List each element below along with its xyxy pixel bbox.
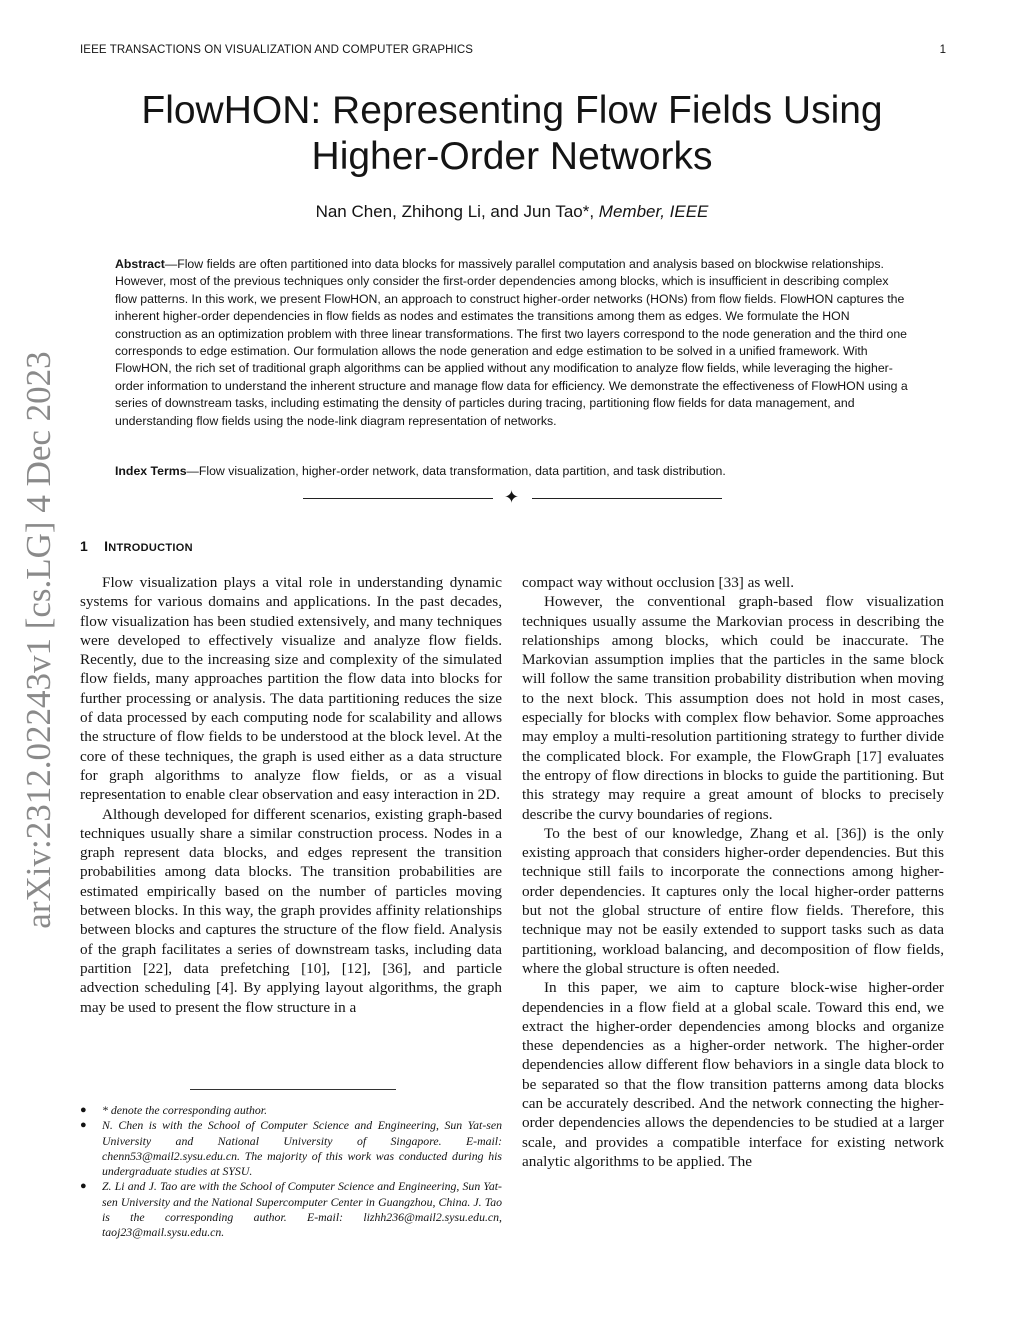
separator-star-icon: ✦	[504, 487, 520, 507]
footnote-text: N. Chen is with the School of Computer Science and Engineering, Sun Yat-sen University and National University of Singapore. E-mail: chenn53@mail2.sysu.edu.cn. The majority of this work was conducted during his undergraduate studies at SYSU.	[102, 1118, 502, 1179]
page-number: 1	[939, 44, 946, 56]
running-head: IEEE TRANSACTIONS ON VISUALIZATION AND COMPUTER GRAPHICS	[80, 44, 474, 56]
abstract-label: Abstract	[115, 257, 165, 271]
body-paragraph: Flow visualization plays a vital role in understanding dynamic systems for various domains and applications. In the past decades, flow visualization has been studied extensively, and many techniques were developed to effectively visualize and analyze flow fields. Recently, due to the increasing size and complexity of the simulated flow fields, many approaches partition the flow data into blocks for further processing or analysis. The data partitioning reduces the size of data processed by each computing node for scalability and allows the structure of flow fields to be understood at the block level. At the core of these techniques, the graph is used either as a data structure for graph algorithms to analyze flow fields, or as a visual representation to enable clear observation and easy interaction in 2D.	[80, 574, 502, 804]
index-terms-label: Index Terms	[115, 464, 187, 478]
author-list	[80, 202, 944, 222]
separator-rule-right	[532, 498, 722, 499]
index-terms	[115, 463, 910, 480]
left-column	[80, 573, 502, 1017]
section-number: 1	[80, 538, 89, 554]
footnote-text: * denote the corresponding author.	[102, 1103, 268, 1117]
author-names: Nan Chen, Zhihong Li, and Jun Tao*,	[315, 202, 599, 221]
bullet-icon: ●	[80, 1180, 87, 1193]
author-membership: Member, IEEE	[598, 202, 709, 221]
body-paragraph: In this paper, we aim to capture block-wise higher-order dependencies in a flow field at a global scale. Toward this end, we extract the higher-order dependencies among blocks and organize these dependencies as a higher-order network. The higher-order dependencies allow different flow behaviors in a single data block to be separated so that the flow transition patterns among data blocks can be accurately described. And the network connecting the higher-order dependencies allows the dependencies to be studied at a larger scale, and provides a compatible interface for existing network analytic algorithms to be applied. The	[522, 979, 944, 1170]
footnote-item	[80, 1179, 502, 1240]
index-terms-text: —Flow visualization, higher-order network, data transformation, data partition, and task distribution.	[186, 464, 726, 478]
body-paragraph: However, the conventional graph-based flow visualization techniques usually assume the Markovian process in describing the relationships among blocks, which could be inaccurate. The Markovian assumption implies that the particles in the same block will follow the same transition probability distribution when moving to the next block. This assumption does not hold in most cases, especially for blocks with complex flow behavior. Some approaches may employ a multi-resolution partitioning strategy to further divide the complicated block. For example, the FlowGraph [17] evaluates the entropy of flow directions in blocks to guide the partitioning. But this strategy may require a great amount of blocks to precisely describe the curvy boundaries of regions.	[522, 593, 944, 823]
section-title-initial: I	[104, 538, 109, 554]
section-title-rest: NTRODUCTION	[108, 542, 193, 554]
bullet-icon: ●	[80, 1104, 87, 1116]
bullet-icon: ●	[80, 1119, 87, 1132]
body-paragraph: Although developed for different scenarios, existing graph-based techniques usually share a similar construction process. Nodes in a graph represent data blocks, and edges represent the transition probabilities among data blocks. The transition probabilities are estimated empirically based on the number of particles moving between blocks. In this way, the graph provides affinity relationships between blocks and captures the structure of the flow field. Analysis of the graph facilitates a series of downstream tasks, including data partition [22], data prefetching [10], [12], [36], and particle advection scheduling [4]. By applying layout algorithms, the graph may be used to present the flow structure in a	[80, 805, 502, 1016]
body-paragraph: To the best of our knowledge, Zhang et al. [36]) is the only existing approach that considers higher-order dependencies. But this technique still fails to incorporate the connections among higher-order dependencies. It captures only the local higher-order patterns but not the global structure of entire flow fields. Therefore, this technique may not be easily extended to support tasks such as data partitioning, workload balancing, and decomposition of flow fields, where the global structure is often needed.	[522, 824, 944, 977]
footnote-text: Z. Li and J. Tao are with the School of Computer Science and Engineering, Sun Yat-sen University and the National Supercomputer Center in Guangzhou, China. J. Tao is the corresponding author. E-mail: lizhh236@mail2.sysu.edu.cn, taoj23@mail.sysu.edu.cn.	[102, 1179, 502, 1240]
arxiv-watermark: arXiv:2312.02243v1 [cs.LG] 4 Dec 2023	[19, 351, 58, 929]
footnotes	[80, 1103, 502, 1241]
separator-rule-left	[303, 498, 493, 499]
right-column	[522, 573, 944, 1171]
section-heading	[80, 538, 193, 554]
footnote-rule	[190, 1089, 396, 1090]
footnote-item	[80, 1118, 502, 1179]
title-line-1: FlowHON: Representing Flow Fields Using	[141, 89, 883, 132]
body-paragraph: compact way without occlusion [33] as well.	[522, 574, 795, 591]
footnote-item	[80, 1103, 502, 1118]
abstract-text: —Flow fields are often partitioned into data blocks for massively parallel computation and analysis based on blockwise relationships. However, most of the previous techniques only consider the first-order dependencies among blocks, which is insufficient in describing complex flow patterns. In this work, we present FlowHON, an approach to construct higher-order networks (HONs) from flow fields. FlowHON captures the inherent higher-order dependencies in flow fields as nodes and estimates the transitions among them as edges. We formulate the HON construction as an optimization problem with three linear transformations. The first two layers correspond to the node generation and the third one corresponds to edge estimation. Our formulation allows the node generation and edge estimation to be solved in a unified framework. With FlowHON, the rich set of traditional graph algorithms can be applied without any modification to analyze flow fields, while leveraging the higher-order information to understand the inherent structure and manage flow data for efficiency. We demonstrate the effectiveness of FlowHON using a series of downstream tasks, including estimating the density of particles during tracing, partitioning flow fields for data management, and understanding flow fields using the node-link diagram representation of networks.	[115, 257, 908, 428]
title-line-2: Higher-Order Networks	[311, 135, 713, 178]
abstract	[115, 256, 910, 430]
paper-title	[80, 88, 944, 180]
